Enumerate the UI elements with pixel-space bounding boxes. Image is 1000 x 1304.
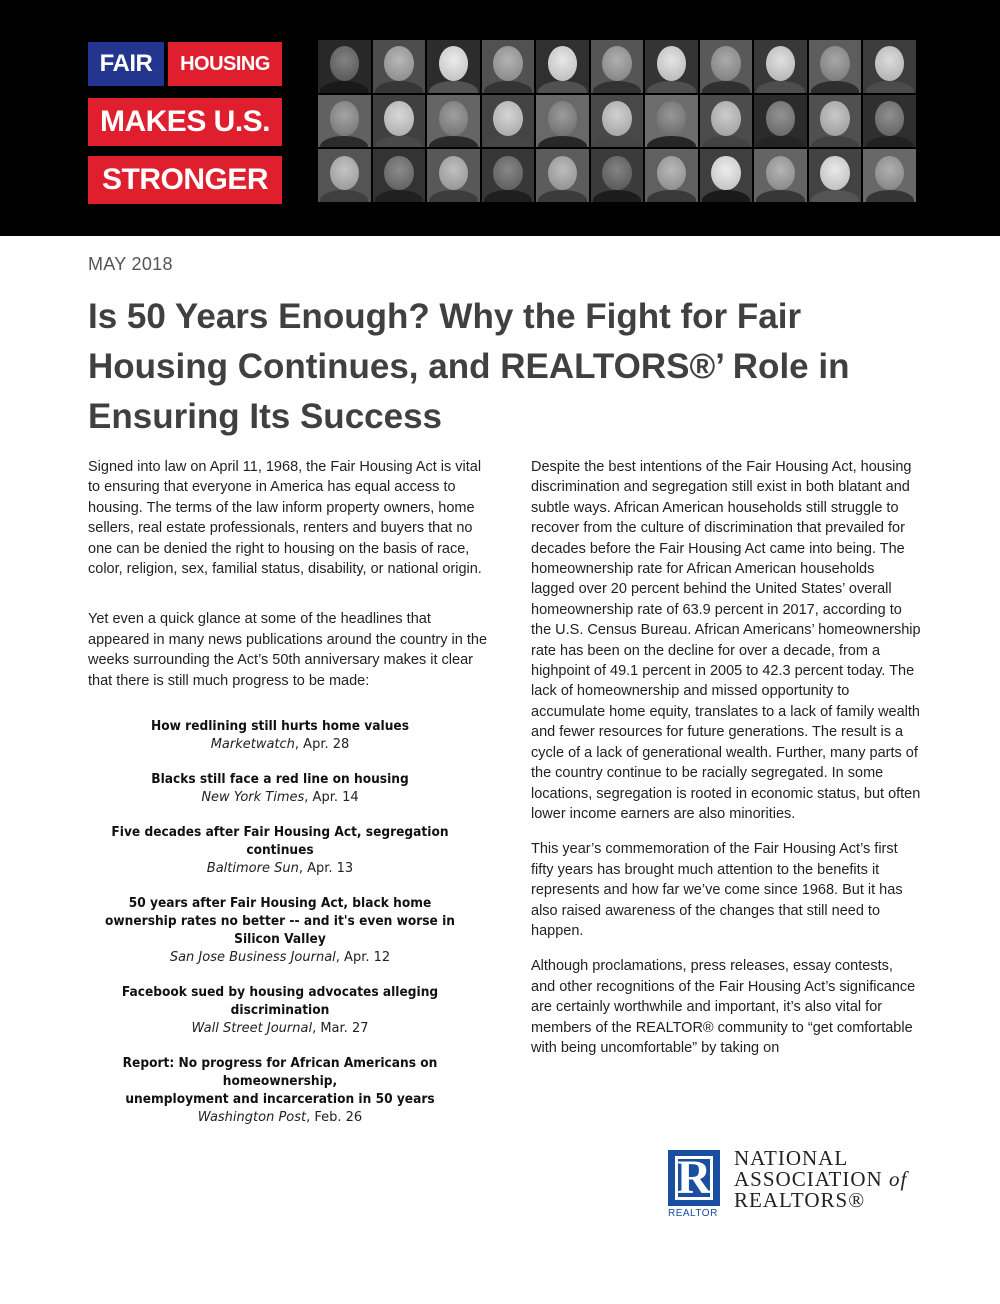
portrait-photo — [427, 149, 480, 202]
source-name: San Jose Business Journal — [169, 950, 336, 965]
portrait-photo — [373, 95, 426, 148]
portrait-photo — [645, 149, 698, 202]
portrait-photo — [754, 149, 807, 202]
headline-item — [88, 824, 472, 878]
portrait-photo — [427, 95, 480, 148]
realtor-r-icon: R — [668, 1150, 720, 1206]
portrait-photo — [700, 149, 753, 202]
portrait-photo — [754, 40, 807, 93]
headline-title: Report: No progress for African Americans on homeownership, unemployment and incarceration in 50 years — [122, 1056, 438, 1107]
source-date: , Apr. 14 — [304, 790, 359, 805]
nar-logo — [668, 1148, 928, 1222]
portrait-photo — [482, 95, 535, 148]
portrait-photo — [645, 40, 698, 93]
source-name: Wall Street Journal — [191, 1021, 313, 1036]
left-column — [88, 457, 488, 691]
portrait-photo — [809, 149, 862, 202]
portrait-photo — [318, 149, 371, 202]
source-date: , Apr. 28 — [294, 737, 350, 752]
portrait-photo — [700, 95, 753, 148]
headline-item — [88, 718, 472, 754]
portrait-photo — [318, 95, 371, 148]
headline-title: Five decades after Fair Housing Act, segregation continues — [111, 825, 449, 858]
portrait-photo — [482, 149, 535, 202]
portrait-photo — [754, 95, 807, 148]
headline-title: 50 years after Fair Housing Act, black home ownership rates no better -- and it's even worse in Silicon Valley — [104, 896, 455, 947]
source-name: Baltimore Sun — [206, 861, 299, 876]
portrait-photo — [863, 149, 916, 202]
portrait-photo-grid — [318, 40, 916, 202]
logo-housing: HOUSING — [168, 42, 282, 86]
intro-paragraph: Signed into law on April 11, 1968, the Fair Housing Act is vital to ensuring that everyone in America has equal access to housing. The terms of the law inform property owners, home sellers, real estate professionals, renters and buyers that no one can be denied the right to housing on the basis of race, color, religion, sex, familial status, disability, or national origin. — [88, 459, 482, 578]
issue-date: MAY 2018 — [88, 254, 173, 274]
body-paragraph: Although proclamations, press releases, essay contests, and other recognitions of the Fair Housing Act’s significance are certainly worthwhile and important, it’s also vital for members of the REALTOR® community to “get comfortable with being uncomfortable” by taking on — [531, 958, 916, 1056]
headline-title: How redlining still hurts home values — [151, 719, 409, 734]
headline-title: Facebook sued by housing advocates alleging discrimination — [121, 985, 439, 1018]
logo-makes-us: MAKES U.S. — [88, 98, 282, 146]
portrait-photo — [536, 95, 589, 148]
headline-item — [88, 984, 472, 1038]
portrait-photo — [536, 149, 589, 202]
page-title: Is 50 Years Enough? Why the Fight for Fair Housing Continues, and REALTORS®’ Role in Ensuring Its Success — [88, 297, 850, 436]
body-paragraph: Despite the best intentions of the Fair Housing Act, housing discrimination and segregation still exist in both blatant and subtle ways. African American households still struggle to recover from the culture of discrimination that prevailed for decades before the Fair Housing Act came into being. The homeownership rate for African American households lagged over 20 percent behind the United States’ overall homeownership rate of 63.9 percent in 2017, according to the U.S. Census Bureau. African Americans’ homeownership rate has been on the decline for over a decade, from a highpoint of 49.1 percent in 2005 to 42.3 percent today. The lack of homeownership and missed opportunity to accumulate home equity, translates to a lack of family wealth and fewer resources for future generations. The result is a cycle of a lack of generational wealth. Further, many parts of the country continue to be racially segregated. In some locations, segregation is rooted in economic status, but often lower income earners are also minorities. — [531, 459, 921, 822]
portrait-photo — [427, 40, 480, 93]
portrait-photo — [591, 40, 644, 93]
body-paragraph: This year’s commemoration of the Fair Housing Act’s first fifty years has brought much attention to the benefits it represents and how far we’ve come since 1968. But it has also raised awareness of the changes that still need to happen. — [531, 841, 903, 939]
portrait-photo — [809, 40, 862, 93]
source-date: , Apr. 13 — [298, 861, 354, 876]
logo-stronger: STRONGER — [88, 156, 282, 204]
headline-source — [88, 736, 472, 754]
portrait-photo — [373, 40, 426, 93]
source-name: New York Times — [201, 790, 305, 805]
portrait-photo — [700, 40, 753, 93]
portrait-photo — [536, 40, 589, 93]
source-name: Washington Post — [197, 1110, 307, 1125]
headline-item — [88, 771, 472, 807]
headline-list — [88, 718, 472, 1144]
source-name: Marketwatch — [210, 737, 295, 752]
portrait-photo — [373, 149, 426, 202]
headline-source — [88, 949, 472, 967]
nar-wordmark: NATIONAL ASSOCIATION of REALTORS® — [734, 1146, 908, 1212]
portrait-photo — [809, 95, 862, 148]
header-banner — [0, 0, 1000, 236]
portrait-photo — [591, 149, 644, 202]
logo-fair: FAIR — [88, 42, 164, 86]
source-date: , Feb. 26 — [306, 1110, 363, 1125]
portrait-photo — [482, 40, 535, 93]
headline-source — [88, 1109, 472, 1127]
realtor-mark-caption: REALTOR — [668, 1208, 718, 1219]
right-column — [531, 457, 921, 1058]
headline-item — [88, 895, 472, 967]
headlines-intro-paragraph: Yet even a quick glance at some of the headlines that appeared in many news publications around the country in the weeks surrounding the Act’s 50th anniversary makes it clear that there is still much progress to be made: — [88, 611, 488, 689]
headline-source — [88, 860, 472, 878]
headline-item — [88, 1055, 472, 1127]
headline-source — [88, 789, 472, 807]
headline-title: Blacks still face a red line on housing — [151, 772, 409, 787]
portrait-photo — [591, 95, 644, 148]
source-date: , Mar. 27 — [312, 1021, 369, 1036]
portrait-photo — [863, 40, 916, 93]
source-date: , Apr. 12 — [335, 950, 391, 965]
portrait-photo — [863, 95, 916, 148]
portrait-photo — [318, 40, 371, 93]
portrait-photo — [645, 95, 698, 148]
headline-source — [88, 1020, 472, 1038]
